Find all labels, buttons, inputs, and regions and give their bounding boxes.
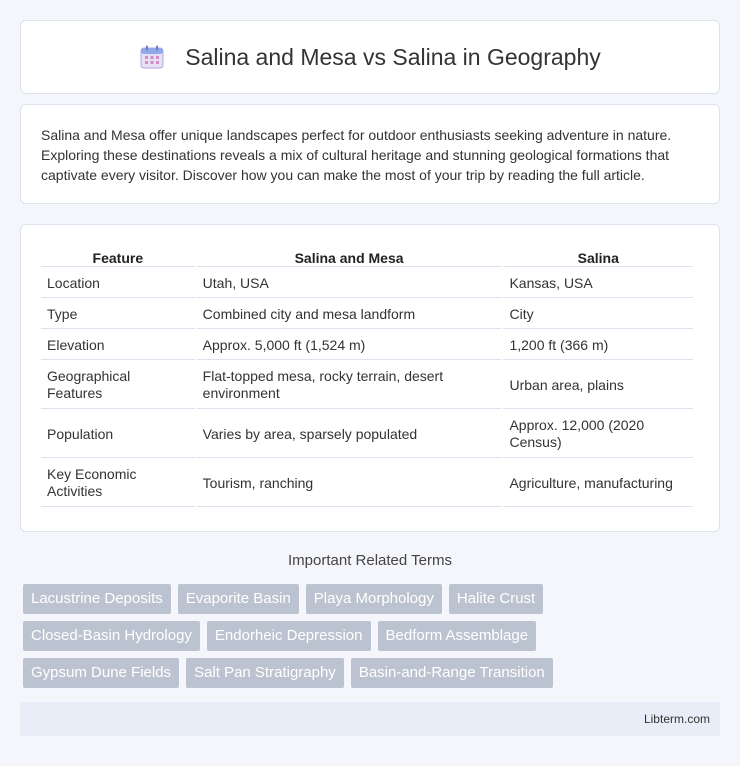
table-row <box>41 269 693 298</box>
term-tag[interactable]: Endorheic Depression <box>207 621 371 651</box>
term-tag[interactable]: Gypsum Dune Fields <box>23 658 179 688</box>
term-tag[interactable]: Evaporite Basin <box>178 584 299 614</box>
footer <box>20 702 720 736</box>
table-cell: Varies by area, sparsely populated <box>197 411 502 458</box>
table-cell: City <box>503 300 693 329</box>
table-row <box>41 411 693 458</box>
column-header: Salina and Mesa <box>197 245 502 267</box>
page-title: Salina and Mesa vs Salina in Geography <box>185 43 601 70</box>
related-terms-title: Important Related Terms <box>288 552 452 569</box>
table-cell: Population <box>41 411 195 458</box>
intro-card <box>20 104 720 204</box>
table-row <box>41 331 693 360</box>
table-cell: 1,200 ft (366 m) <box>503 331 693 360</box>
term-tag[interactable]: Bedform Assemblage <box>378 621 537 651</box>
column-header: Salina <box>503 245 693 267</box>
table-cell: Utah, USA <box>197 269 502 298</box>
table-cell: Type <box>41 300 195 329</box>
table-cell: Combined city and mesa landform <box>197 300 502 329</box>
term-row <box>23 658 723 688</box>
calendar-icon <box>139 44 165 70</box>
term-tag[interactable]: Halite Crust <box>449 584 543 614</box>
table-row <box>41 460 693 507</box>
comparison-table <box>39 243 695 509</box>
table-row <box>41 362 693 409</box>
term-tag[interactable]: Playa Morphology <box>306 584 442 614</box>
table-cell: Approx. 12,000 (2020 Census) <box>503 411 693 458</box>
table-cell: Agriculture, manufacturing <box>503 460 693 507</box>
table-cell: Kansas, USA <box>503 269 693 298</box>
table-cell: Tourism, ranching <box>197 460 502 507</box>
header-card <box>20 20 720 94</box>
term-tag[interactable]: Lacustrine Deposits <box>23 584 171 614</box>
table-cell: Elevation <box>41 331 195 360</box>
table-row <box>41 300 693 329</box>
table-cell: Location <box>41 269 195 298</box>
table-cell: Urban area, plains <box>503 362 693 409</box>
table-cell: Geographical Features <box>41 362 195 409</box>
table-cell: Key Economic Activities <box>41 460 195 507</box>
footer-link[interactable]: Libterm.com <box>643 712 710 726</box>
term-tag[interactable]: Closed-Basin Hydrology <box>23 621 200 651</box>
term-row <box>23 584 723 614</box>
table-cell: Flat-topped mesa, rocky terrain, desert environment <box>197 362 502 409</box>
term-row <box>23 621 723 651</box>
table-cell: Approx. 5,000 ft (1,524 m) <box>197 331 502 360</box>
term-tag[interactable]: Salt Pan Stratigraphy <box>186 658 344 688</box>
term-tag[interactable]: Basin-and-Range Transition <box>351 658 553 688</box>
comparison-card <box>20 224 720 532</box>
table-header-row <box>41 245 693 267</box>
column-header: Feature <box>41 245 195 267</box>
related-terms <box>23 584 723 695</box>
intro-text: Salina and Mesa offer unique landscapes perfect for outdoor enthusiasts seeking adventure in nature. Exploring these destinations reveals a mix of cultural heritage and stunning geological formations that captivate every visitor. Discover how you can make the most of your trip by reading the full article. <box>41 127 672 183</box>
